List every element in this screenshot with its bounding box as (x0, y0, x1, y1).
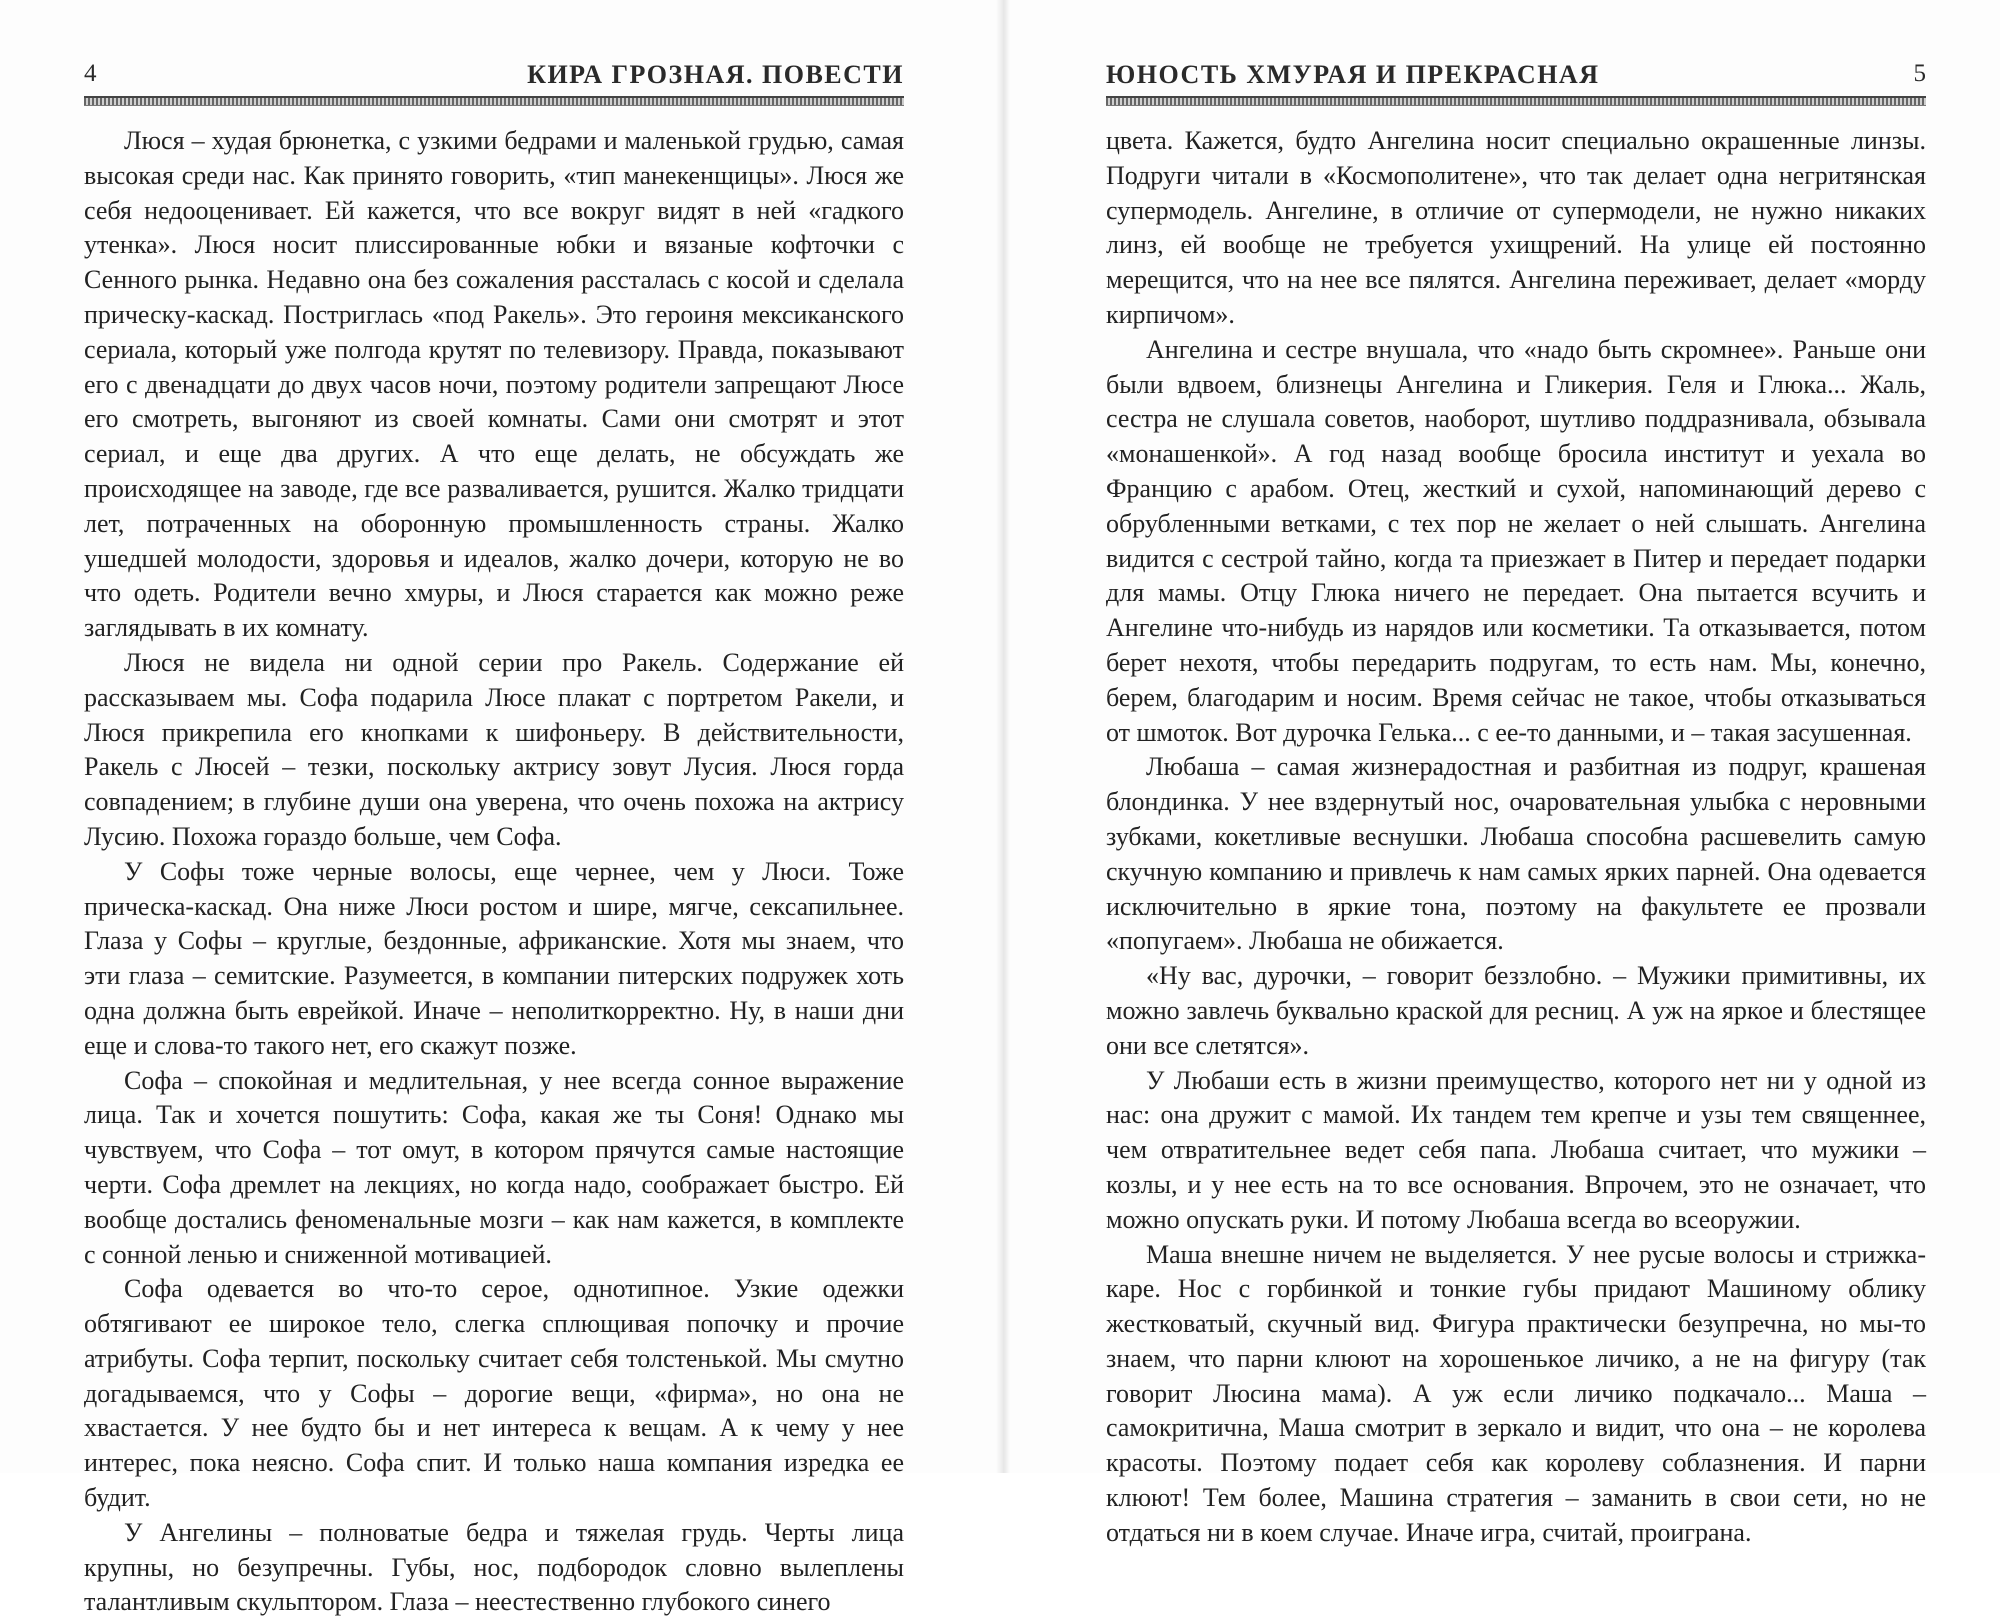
right-running-head (1106, 60, 1926, 94)
right-running-title: ЮНОСТЬ ХМУРАЯ И ПРЕКРАСНАЯ (1106, 60, 1600, 89)
right-header-rule (1106, 96, 1926, 106)
right-body-text (1106, 124, 1926, 1551)
paragraph: Маша внешне ничем не выделяется. У нее русые волосы и стрижка-каре. Нос с горбинкой и тонкие губы придают Машиному облику жестковатый, скучный вид. Фигура практически безупречна, но мы-то знаем, что парни клюют на хорошенькое личико, а не на фигуру (так говорит Люсина мама). А уж если личико подкачало... Маша – самокритична, Маша смотрит в зеркало и видит, что она – не королева красоты. Поэтому подает себя как королеву соблазнения. И парни клюют! Тем более, Машина стратегия – заманить в свои сети, но не отдаться ни в коем случае. Иначе игра, считай, проиграна. (1106, 1239, 1926, 1547)
left-page-number: 4 (84, 60, 97, 87)
paragraph: У Ангелины – полноватые бедра и тяжелая грудь. Черты лица крупны, но безупречны. Губы, нос, подбородок словно вылеплены талантливым скульптором. Глаза – неестественно глубокого синего (84, 1517, 904, 1617)
paragraph: У Софы тоже черные волосы, еще чернее, чем у Люси. Тоже прическа-каскад. Она ниже Люси ростом и шире, мягче, сексапильнее. Глаза у Софы – круглые, бездонные, африканские. Хотя мы знаем, что эти глаза – семитские. Разумеется, в компании питерских подружек хоть одна должна быть еврейкой. Иначе – неполиткорректно. Ну, в наши дни еще и слова-то такого нет, его скажут позже. (84, 856, 904, 1060)
paragraph: Люся – худая брюнетка, с узкими бедрами и маленькой грудью, самая высокая среди нас. Как принято говорить, «тип манекенщицы». Люся же себя недооценивает. Ей кажется, что все вокруг видят в ней «гадкого утенка». Люся носит плиссированные юбки и вязаные кофточки с Сенного рынка. Недавно она без сожаления рассталась с косой и сделала прическу-каскад. Постриглась «под Ракель». Это героиня мексиканского сериала, который уже полгода крутят по телевизору. Правда, показывают его с двенадцати до двух часов ночи, поэтому родители запрещают Люсе его смотреть, выгоняют из своей комнаты. Сами они смотрят и этот сериал, и еще два других. А что еще делать, не обсуждать же происходящее на заводе, где все разваливается, рушится. Жалко тридцати лет, потраченных на оборонную промышленность страны. Жалко ушедшей молодости, здоровья и идеалов, жалко дочери, которую не во что одеть. Родители вечно хмуры, и Люся старается как можно реже заглядывать в их комнату. (84, 126, 904, 643)
paragraph: У Любаши есть в жизни преимущество, которого нет ни у одной из нас: она дружит с мамой. Их тандем тем крепче и узы тем священнее, чем отвратительнее ведет себя папа. Любаша считает, что мужики – козлы, и у нее есть на то все основания. Впрочем, это не означает, что можно опускать руки. И потому Любаша всегда во всеоружии. (1106, 1065, 1926, 1234)
paragraph: Люся не видела ни одной серии про Ракель. Содержание ей рассказываем мы. Софа подарила Люсе плакат с портретом Ракели, и Люся прикрепила его кнопками к шифоньеру. В действительности, Ракель с Люсей – тезки, поскольку актрису зовут Лусия. Люся горда совпадением; в глубине души она уверена, что очень похожа на актрису Лусию. Похожа гораздо больше, чем Софа. (84, 647, 904, 851)
paragraph: Софа – спокойная и медлительная, у нее всегда сонное выражение лица. Так и хочется пошутить: Софа, какая же ты Соня! Однако мы чувствуем, что Софа – тот омут, в котором прячутся самые настоящие черти. Софа дремлет на лекциях, но когда надо, соображает быстро. Ей вообще достались феноменальные мозги – как нам кажется, в комплекте с сонной ленью и сниженной мотивацией. (84, 1065, 904, 1269)
paragraph: Ангелина и сестре внушала, что «надо быть скромнее». Раньше они были вдвоем, близнецы Ангелина и Гликерия. Геля и Глюка... Жаль, сестра не слушала советов, наоборот, шутливо поддразнивала, обзывала «монашенкой». А год назад вообще бросила институт и уехала во Францию с арабом. Отец, жесткий и сухой, напоминающий дерево с обрубленными ветками, с тех пор не желает о ней слышать. Ангелина видится с сестрой тайно, когда та приезжает в Питер и передает подарки для мамы. Отцу Глюка ничего не передает. Она пытается всучить и Ангелине что-нибудь из нарядов или косметики. Та отказывается, потом берет нехотя, чтобы передарить подругам, то есть нам. Мы, конечно, берем, благодарим и носим. Время сейчас не такое, чтобы отказываться от шмоток. Вот дурочка Гелька... с ее-то данными, и – такая засушенная. (1106, 334, 1926, 747)
left-running-head (84, 60, 904, 94)
book-gutter (996, 0, 1010, 1473)
paragraph: Софа одевается во что-то серое, однотипное. Узкие одежки обтягивают ее широкое тело, слегка сплющивая попочку и прочие атрибуты. Софа терпит, поскольку считает себя толстенькой. Мы смутно догадываемся, что у Софы – дорогие вещи, «фирма», но она не хвастается. У нее будто бы и нет интереса к вещам. А к чему у нее интерес, пока неясно. Софа спит. И только наша компания изредка ее будит. (84, 1274, 904, 1513)
left-page (0, 0, 996, 1617)
left-header-rule (84, 96, 904, 106)
paragraph-continued: цвета. Кажется, будто Ангелина носит специально окрашенные линзы. Подруги читали в «Космополитене», что так делает одна негритянская супермодель. Ангелине, в отличие от супермодели, не нужно никаких линз, ей вообще не требуется ухищрений. На улице ей постоянно мерещится, что на нее все пялятся. Ангелина переживает, делает «морду кирпичом». (1106, 126, 1926, 329)
left-running-title: КИРА ГРОЗНАЯ. ПОВЕСТИ (527, 60, 904, 89)
paragraph: Любаша – самая жизнерадостная и разбитная из подруг, крашеная блондинка. У нее вздернутый нос, очаровательная улыбка с неровными зубками, кокетливые веснушки. Любаша способна расшевелить самую скучную компанию и привлечь к нам самых ярких парней. Она одевается исключительно в яркие тона, поэтому на факультете ее прозвали «попугаем». Любаша не обижается. (1106, 752, 1926, 956)
paragraph: «Ну вас, дурочки, – говорит беззлобно. – Мужики примитивны, их можно завлечь буквально краской для ресниц. А уж на яркое и блестящее они все слетятся». (1106, 961, 1926, 1060)
right-page (1010, 0, 2000, 1547)
left-body-text (84, 124, 904, 1620)
right-page-number: 5 (1913, 60, 1926, 87)
